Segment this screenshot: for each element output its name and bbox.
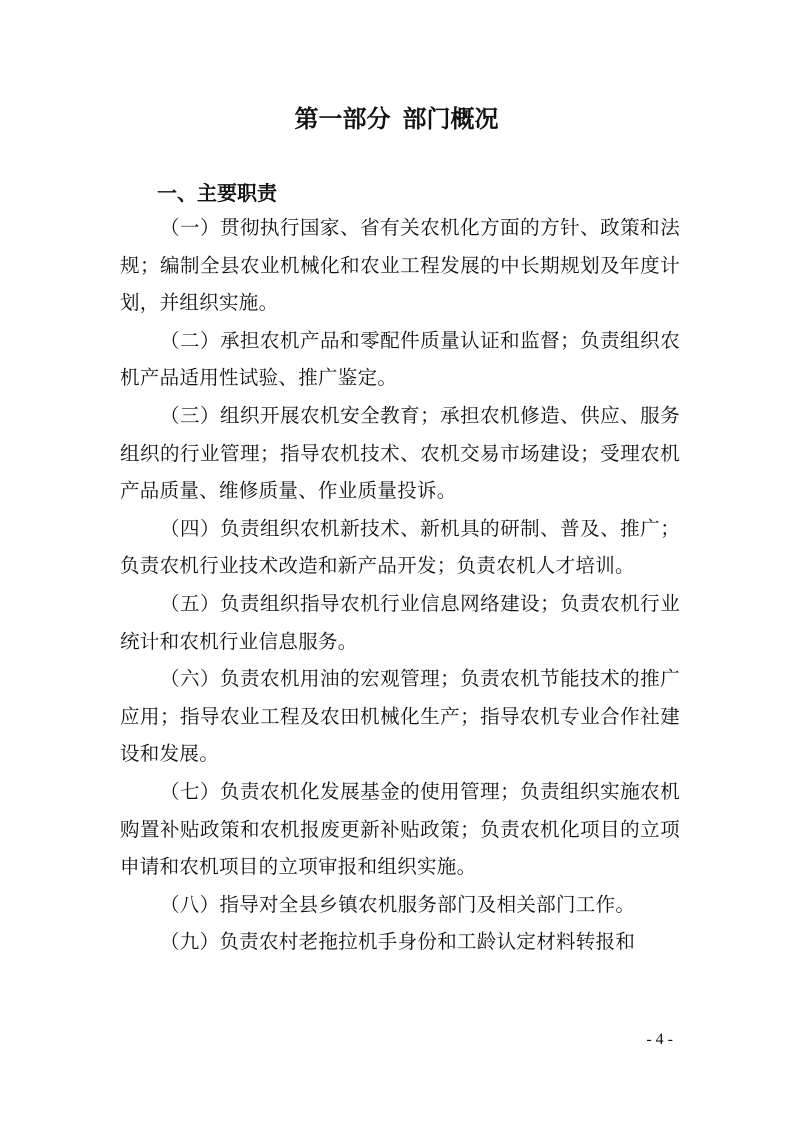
section-heading: 一、主要职责 (157, 181, 277, 205)
document-body (120, 209, 680, 961)
page-number: - 4 - (646, 1031, 673, 1048)
paragraph-2: （二）承担农机产品和零配件质量认证和监督；负责组织农机产品适用性试验、推广鉴定。 (120, 328, 680, 390)
title-name: 部门概况 (402, 105, 499, 133)
paragraph-3: （三）组织开展农机安全教育；承担农机修造、供应、服务组织的行业管理；指导农机技术、农机交易市场建设；受理农机产品质量、维修质量、作业质量投诉。 (120, 403, 680, 503)
page-title (0, 101, 793, 137)
paragraph-8: （八）指导对全县乡镇农机服务部门及相关部门工作。 (160, 892, 636, 916)
paragraph-7: （七）负责农机化发展基金的使用管理；负责组织实施农机购置补贴政策和农机报废更新补贴政策；负责农机化项目的立项申请和农机项目的立项审报和组织实施。 (120, 779, 680, 879)
paragraph-1: （一）贯彻执行国家、省有关农机化方面的方针、政策和法规；编制全县农业机械化和农业工程发展的中长期规划及年度计划，并组织实施。 (120, 216, 680, 315)
paragraph-4: （四）负责组织农机新技术、新机具的研制、普及、推广；负责农机行业技术改造和新产品开发；负责农机人才培训。 (120, 516, 680, 578)
paragraph-9: （九）负责农村老拖拉机手身份和工龄认定材料转报和 (160, 930, 636, 954)
paragraph-5: （五）负责组织指导农机行业信息网络建设；负责农机行业统计和农机行业信息服务。 (120, 591, 680, 653)
title-part: 第一部分 (294, 105, 391, 133)
paragraph-6: （六）负责农机用油的宏观管理；负责农机节能技术的推广应用；指导农业工程及农田机械化生产；指导农机专业合作社建设和发展。 (120, 667, 680, 766)
